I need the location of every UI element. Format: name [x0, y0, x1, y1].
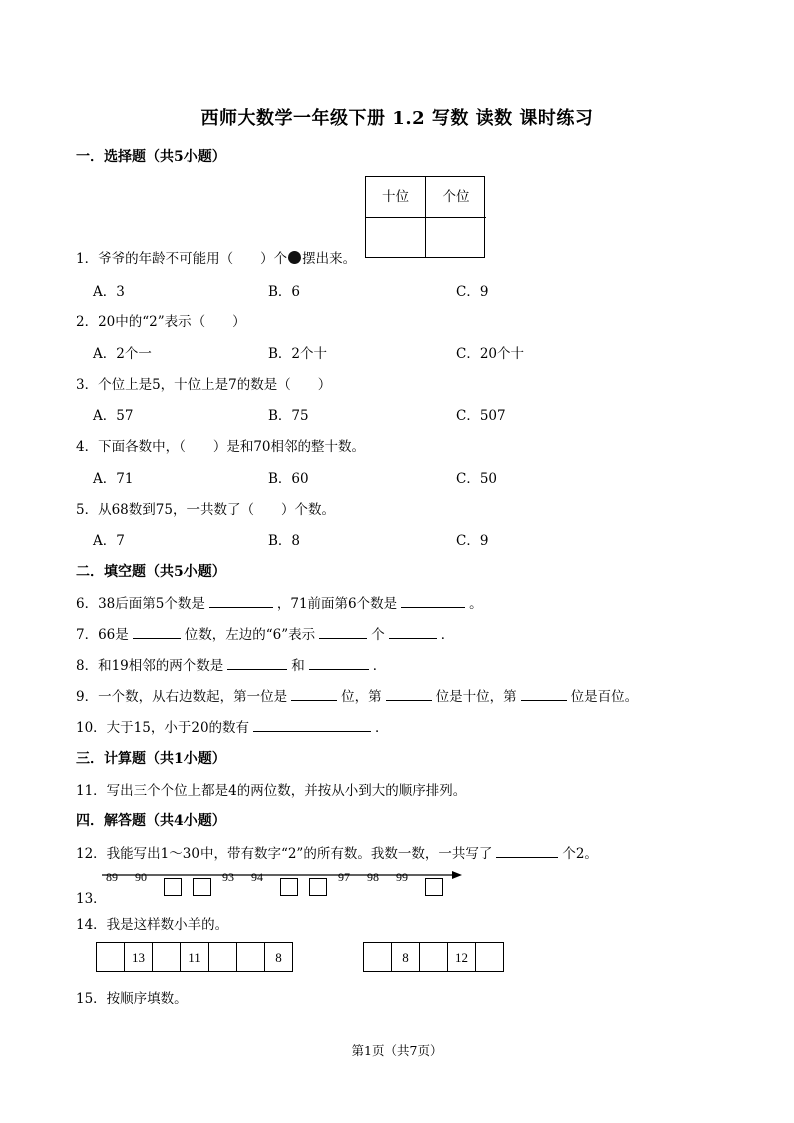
number-line-tick-label: 97 — [338, 870, 350, 884]
q6-blank-1[interactable] — [209, 595, 273, 608]
q8-blank-2[interactable] — [309, 657, 369, 670]
number-line-tick-label: 90 — [135, 870, 147, 884]
sheep-sequence-1 — [97, 942, 293, 972]
q5-option-c: C．9 — [456, 533, 489, 549]
q4-option-a: A．71 — [93, 471, 134, 487]
q8-text-c: ． — [372, 658, 387, 674]
q13-label: 13． — [76, 891, 107, 907]
q1-option-b: B．6 — [268, 284, 301, 300]
q9-blank-1[interactable] — [291, 688, 337, 701]
number-line-tick-label: 89 — [106, 870, 118, 884]
sequence-blank-cell[interactable] — [152, 942, 181, 972]
q2-option-c: C．20个十 — [456, 346, 525, 362]
q2-option-a: A．2个一 — [93, 346, 152, 362]
section-heading-fill: 二．填空题（共5小题） — [76, 564, 226, 580]
q6-text-b: ，71前面第6个数是 — [276, 596, 398, 612]
q1-text-a: 1．爷爷的年龄不可能用（ ）个 — [76, 251, 288, 267]
q5-option-a: A．7 — [93, 533, 125, 549]
q10-text-b: ． — [375, 720, 389, 736]
sequence-blank-cell[interactable] — [475, 942, 504, 972]
q7-text-b: 位数，左边的“6”表示 — [184, 627, 316, 643]
q8-text-a: 8．和19相邻的两个数是 — [76, 658, 224, 674]
sequence-number-cell: 12 — [447, 942, 476, 972]
sheep-sequence-2 — [364, 942, 504, 972]
q9-text-a: 9．一个数，从右边数起，第一位是 — [76, 689, 288, 705]
number-line-blank-box[interactable] — [193, 878, 211, 896]
question-9 — [76, 685, 638, 705]
question-5: 5．从68数到75，一共数了（ ）个数。 — [76, 502, 335, 518]
section-heading-choice: 一．选择题（共5小题） — [76, 149, 226, 165]
q3-option-b: B．75 — [268, 408, 309, 424]
number-line — [100, 866, 470, 902]
q1-option-a: A．3 — [93, 284, 125, 300]
q2-option-b: B．2个十 — [268, 346, 328, 362]
tens-cell — [366, 217, 426, 258]
q10-blank-1[interactable] — [253, 719, 371, 732]
question-11: 11．写出三个个位上都是4的两位数，并按从小到大的顺序排列。 — [76, 783, 467, 799]
question-1 — [76, 247, 356, 267]
q6-blank-2[interactable] — [401, 595, 465, 608]
q3-option-a: A．57 — [93, 408, 134, 424]
q12-blank-1[interactable] — [496, 845, 558, 858]
number-line-tick-label: 93 — [222, 870, 234, 884]
q7-text-a: 7．66是 — [76, 627, 129, 643]
question-4: 4．下面各数中，（ ）是和70相邻的整十数。 — [76, 439, 366, 455]
ones-cell — [426, 217, 486, 258]
sequence-blank-cell[interactable] — [96, 942, 125, 972]
question-7 — [76, 623, 454, 643]
q12-text-b: 个2。 — [562, 846, 598, 862]
number-line-tick-label: 98 — [367, 870, 379, 884]
section-heading-calc: 三．计算题（共1小题） — [76, 751, 226, 767]
sequence-blank-cell[interactable] — [363, 942, 392, 972]
q7-text-c: 个 — [371, 627, 385, 643]
q4-option-c: C．50 — [456, 471, 498, 487]
q9-text-b: 位，第 — [341, 689, 382, 705]
section-heading-solve: 四．解答题（共4小题） — [76, 813, 226, 829]
q1-option-c: C．9 — [456, 284, 489, 300]
sequence-number-cell: 13 — [124, 942, 153, 972]
number-line-blank-box[interactable] — [280, 878, 298, 896]
q6-text-c: 。 — [469, 596, 483, 612]
q10-text-a: 10．大于15，小于20的数有 — [76, 720, 250, 736]
number-line-blank-box[interactable] — [425, 878, 443, 896]
question-10 — [76, 716, 389, 736]
number-line-tick-label: 99 — [396, 870, 408, 884]
q7-text-d: ． — [440, 627, 455, 643]
sequence-number-cell: 8 — [391, 942, 420, 972]
q12-text-a: 12．我能写出1～30中，带有数字“2”的所有数。我数一数，一共写了 — [76, 846, 493, 862]
q8-blank-1[interactable] — [227, 657, 287, 670]
q4-option-b: B．60 — [268, 471, 309, 487]
number-line-tick-label: 94 — [251, 870, 263, 884]
ones-header: 个位 — [426, 177, 486, 218]
q3-option-c: C．507 — [456, 408, 506, 424]
q6-text-a: 6．38后面第5个数是 — [76, 596, 205, 612]
bead-icon — [288, 251, 301, 264]
sequence-number-cell: 8 — [264, 942, 293, 972]
q9-text-c: 位是十位，第 — [435, 689, 517, 705]
sequence-blank-cell[interactable] — [208, 942, 237, 972]
q7-blank-2[interactable] — [319, 626, 367, 639]
question-6 — [76, 592, 483, 612]
question-2: 2．20中的“2”表示（ ） — [76, 314, 246, 330]
question-8 — [76, 654, 386, 674]
page-title: 西师大数学一年级下册 1.2 写数 读数 课时练习 — [200, 108, 594, 129]
place-value-table — [365, 176, 485, 258]
number-line-blank-box[interactable] — [164, 878, 182, 896]
question-12 — [76, 842, 598, 862]
q7-blank-1[interactable] — [133, 626, 181, 639]
q5-option-b: B．8 — [268, 533, 301, 549]
question-3: 3．个位上是5，十位上是7的数是（ ） — [76, 377, 332, 393]
q9-blank-2[interactable] — [386, 688, 432, 701]
number-line-blank-box[interactable] — [309, 878, 327, 896]
tens-header: 十位 — [366, 177, 426, 218]
page-footer: 第1页（共7页） — [351, 1043, 443, 1058]
question-14: 14．我是这样数小羊的。 — [76, 917, 229, 933]
q9-text-d: 位是百位。 — [570, 689, 639, 705]
sequence-number-cell: 11 — [180, 942, 209, 972]
sequence-blank-cell[interactable] — [236, 942, 265, 972]
q8-text-b: 和 — [291, 658, 305, 674]
question-15: 15．按顺序填数。 — [76, 991, 188, 1007]
q1-text-b: 摆出来。 — [302, 251, 357, 267]
sequence-blank-cell[interactable] — [419, 942, 448, 972]
q7-blank-3[interactable] — [389, 626, 437, 639]
q9-blank-3[interactable] — [521, 688, 567, 701]
